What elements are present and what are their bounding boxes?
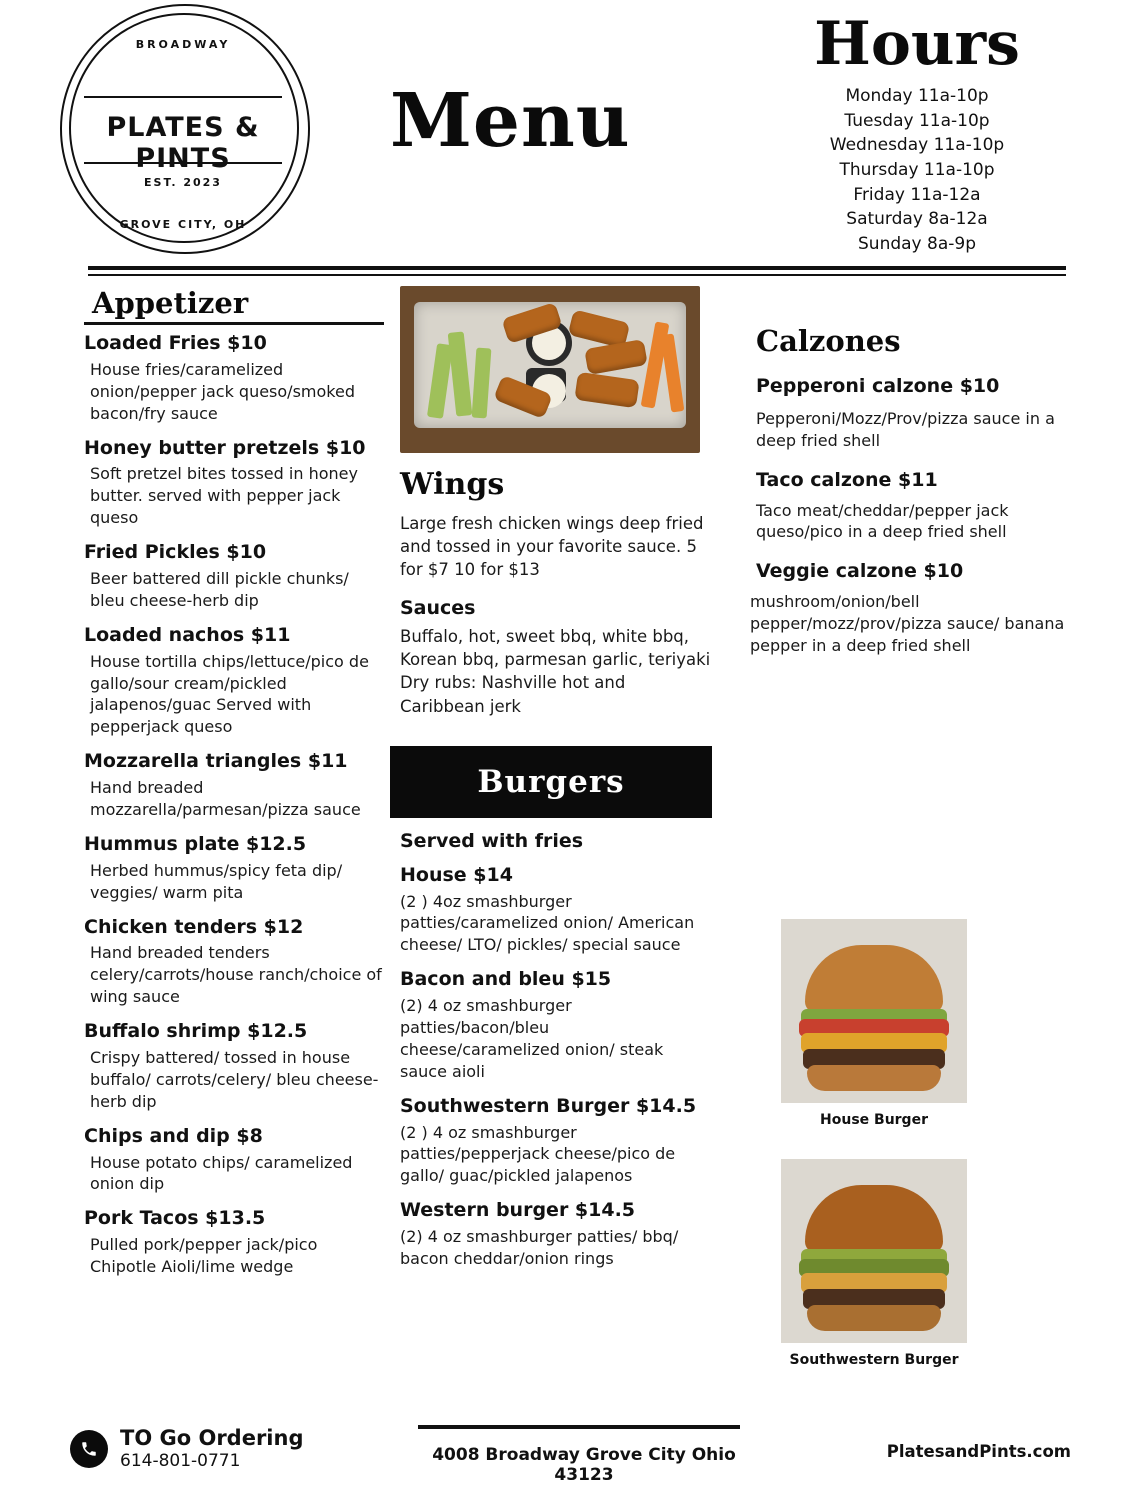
photo-bun-bottom	[807, 1305, 941, 1331]
header-divider	[88, 266, 1066, 276]
menu-item-desc: Crispy battered/ tossed in house buffalo/ carrots/celery/ bleu cheese-herb dip	[90, 1047, 379, 1111]
house-burger-photo-card	[781, 919, 967, 1128]
menu-item-desc: (2) 4 oz smashburger patties/ bbq/ bacon cheddar/onion rings	[400, 1227, 679, 1268]
hours-row: Tuesday 11a-10p	[844, 110, 990, 131]
restaurant-logo	[60, 4, 310, 254]
menu-item-desc: Hand breaded tenders celery/carrots/house ranch/choice of wing sauce	[90, 943, 382, 1007]
menu-item-desc: Pulled pork/pepper jack/pico Chipotle Aioli/lime wedge	[90, 1235, 318, 1277]
menu-header	[0, 0, 1145, 262]
menu-item-name: House $14	[400, 863, 513, 886]
togo-title: TO Go Ordering	[120, 1426, 304, 1450]
menu-item-desc: (2 ) 4oz smashburger patties/caramelized onion/ American cheese/ LTO/ pickles/ special sauce	[400, 891, 695, 955]
hours-row: Friday 11a-12a	[853, 184, 981, 205]
hours-row: Thursday 11a-10p	[839, 159, 995, 180]
hours-title: Hours	[814, 9, 1020, 79]
menu-item-name: Loaded Fries $10	[84, 332, 267, 354]
menu-item-desc: Herbed hummus/spicy feta dip/ veggies/ warm pita	[90, 860, 343, 902]
menu-item-name: Buffalo shrimp $12.5	[84, 1020, 308, 1043]
hours-row: Wednesday 11a-10p	[829, 135, 1005, 156]
menu-item-name: Southwestern Burger $14.5	[400, 1094, 697, 1117]
menu-item-desc: House potato chips/ caramelized onion dip	[90, 1152, 353, 1194]
menu-item-desc: House tortilla chips/lettuce/pico de gallo/sour cream/pickled jalapenos/guac Served with pepperjack queso	[90, 651, 369, 737]
menu-item-desc: (2 ) 4 oz smashburger patties/pepperjack cheese/pico de gallo/ guac/pickled jalapenos	[400, 1122, 676, 1186]
southwestern-burger-caption: Southwestern Burger	[789, 1352, 959, 1368]
hours-row: Sunday 8a-9p	[858, 233, 976, 254]
menu-item-name: Fried Pickles $10	[84, 541, 267, 564]
menu-item-desc: Beer battered dill pickle chunks/ bleu cheese-herb dip	[90, 568, 349, 610]
logo-divider-top	[84, 96, 282, 98]
menu-item-name: Taco calzone $11	[756, 468, 938, 491]
footer-divider	[418, 1425, 740, 1429]
wings-description: Large fresh chicken wings deep fried and tossed in your favorite sauce. 5 for $7 10 for $13	[400, 514, 704, 580]
wings-burgers-column	[390, 286, 712, 1270]
appetizer-section	[84, 286, 384, 1278]
hours-row: Saturday 8a-12a	[846, 209, 988, 230]
southwestern-burger-photo	[781, 1159, 967, 1343]
logo-city: GROVE CITY, OH	[119, 218, 247, 231]
menu-item-name: Hummus plate $12.5	[84, 832, 307, 855]
calzone-section	[742, 286, 1072, 657]
togo-phone-number[interactable]: 614-801-0771	[120, 1451, 241, 1472]
menu-item-desc: Pepperoni/Mozz/Prov/pizza sauce in a deep fried shell	[756, 408, 1055, 450]
menu-item-desc: mushroom/onion/bell pepper/mozz/prov/pizza sauce/ banana pepper in a deep fried shell	[750, 592, 1065, 655]
sauces-heading: Sauces	[400, 597, 476, 620]
sauces-list: Buffalo, hot, sweet bbq, white bbq, Korean bbq, parmesan garlic, teriyaki	[400, 627, 711, 670]
menu-item-desc: Hand breaded mozzarella/parmesan/pizza sauce	[90, 778, 361, 819]
menu-item-name: Chips and dip $8	[84, 1124, 263, 1147]
menu-item-name: Mozzarella triangles $11	[84, 750, 348, 773]
menu-item-name: Pork Tacos $13.5	[84, 1207, 266, 1230]
menu-item-name: Pepperoni calzone $10	[756, 375, 1000, 397]
menu-item-desc: Soft pretzel bites tossed in honey butter. served with pepper jack queso	[90, 464, 358, 528]
logo-top-text: BROADWAY	[135, 38, 231, 51]
menu-item-name: Veggie calzone $10	[756, 560, 964, 583]
menu-item-desc: (2) 4 oz smashburger patties/bacon/bleu cheese/caramelized onion/ steak sauce aioli	[400, 996, 664, 1081]
calzones-heading: Calzones	[756, 324, 901, 358]
page-title: Menu	[390, 78, 631, 164]
photo-bun-bottom	[807, 1065, 941, 1091]
phone-icon	[70, 1430, 108, 1468]
logo-brand-name: PLATES & PINTS	[106, 112, 260, 174]
footer-address: 4008 Broadway Grove City Ohio 43123	[432, 1445, 736, 1485]
menu-item-name: Western burger $14.5	[400, 1199, 636, 1222]
logo-established: EST. 2023	[144, 176, 222, 189]
burgers-served-with: Served with fries	[400, 829, 584, 852]
appetizer-underline	[84, 322, 384, 325]
southwestern-burger-photo-card	[781, 1159, 967, 1368]
togo-ordering-block	[70, 1426, 303, 1471]
menu-item-desc: House fries/caramelized onion/pepper jack queso/smoked bacon/fry sauce	[90, 359, 355, 423]
wings-platter-photo	[400, 286, 700, 453]
hours-row: Monday 11a-10p	[845, 86, 989, 106]
menu-item-name: Chicken tenders $12	[84, 915, 304, 938]
burgers-heading: Burgers	[477, 763, 625, 800]
menu-item-desc: Taco meat/cheddar/pepper jack queso/pico in a deep fried shell	[756, 500, 1009, 542]
wings-heading: Wings	[400, 467, 505, 502]
dry-rubs-list: Dry rubs: Nashville hot and Caribbean jerk	[400, 673, 626, 716]
menu-item-name: Bacon and bleu $15	[400, 968, 612, 991]
hours-block	[767, 9, 1067, 256]
burgers-banner	[390, 746, 712, 818]
footer-website[interactable]: PlatesandPints.com	[886, 1442, 1071, 1461]
house-burger-caption: House Burger	[820, 1112, 928, 1128]
menu-item-name: Honey butter pretzels $10	[84, 436, 366, 459]
hours-list	[767, 84, 1067, 256]
house-burger-photo	[781, 919, 967, 1103]
appetizer-heading: Appetizer	[92, 286, 249, 320]
menu-item-name: Loaded nachos $11	[84, 623, 291, 646]
